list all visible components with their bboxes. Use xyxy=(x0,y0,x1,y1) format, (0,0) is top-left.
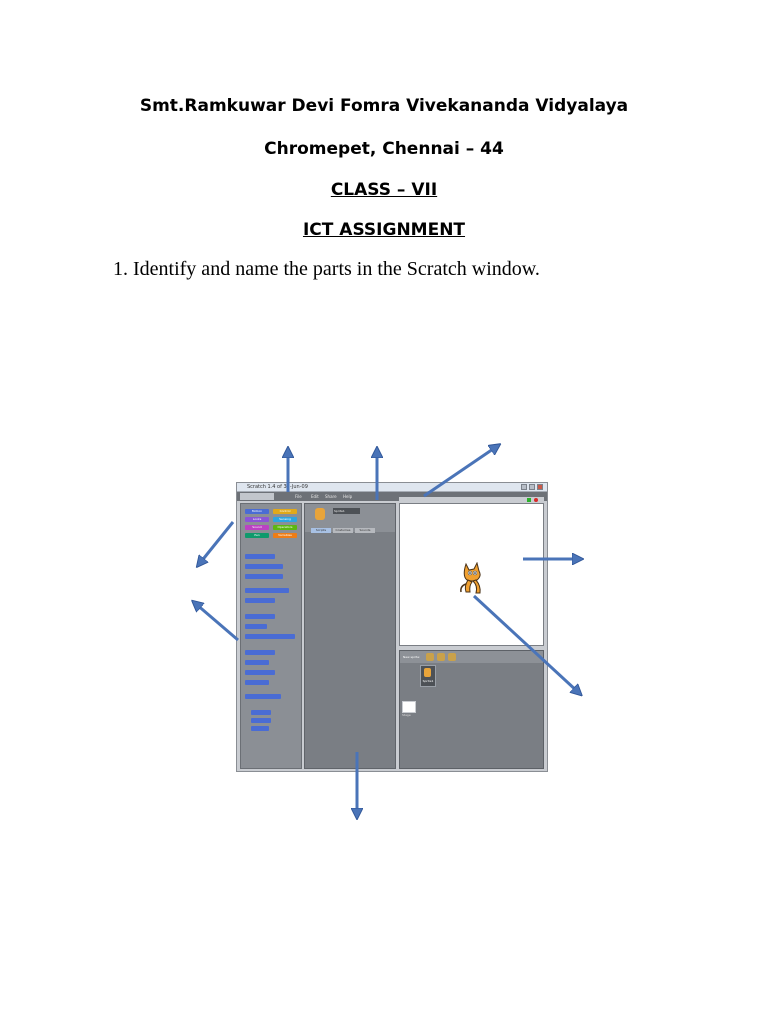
class-heading: CLASS – VII xyxy=(330,180,438,200)
category-sensing: Sensing xyxy=(273,517,297,522)
school-name: Smt.Ramkuwar Devi Fomra Vivekananda Vidyalaya xyxy=(139,96,629,116)
sprite-thumb-label: Sprite1 xyxy=(422,679,434,683)
arrow-diagonal-down-left xyxy=(200,522,233,563)
category-sound: Sound xyxy=(245,525,269,530)
school-location: Chromepet, Chennai – 44 xyxy=(264,139,504,159)
category-motion: Motion xyxy=(245,509,269,514)
new-sprite-label: New sprite: xyxy=(403,655,421,659)
category-looks: Looks xyxy=(245,517,269,522)
arrow-diagonal-up-left xyxy=(196,604,238,640)
tab-scripts: Scripts xyxy=(311,528,331,533)
assignment-heading: ICT ASSIGNMENT xyxy=(302,220,466,240)
category-control: Control xyxy=(273,509,297,514)
window-title: Scratch 1.4 of 30-Jun-09 xyxy=(247,484,308,490)
menu-help: Help xyxy=(343,494,353,499)
tab-costumes: Costumes xyxy=(333,528,353,533)
stage-thumb-label: Stage xyxy=(402,713,411,717)
sprite-name: Sprite1 xyxy=(333,508,360,514)
menu-share: Share xyxy=(325,494,337,499)
category-pen: Pen xyxy=(245,533,269,538)
menu-file: File xyxy=(295,494,302,499)
menu-edit: Edit xyxy=(311,494,319,499)
arrow-diagonal-up-right xyxy=(424,447,496,496)
category-operators: Operators xyxy=(273,525,297,530)
tab-sounds: Sounds xyxy=(355,528,375,533)
category-variables: Variables xyxy=(273,533,297,538)
question-1: 1. Identify and name the parts in the Scratch window. xyxy=(113,258,540,280)
arrow-diagonal-down-right xyxy=(474,596,578,692)
